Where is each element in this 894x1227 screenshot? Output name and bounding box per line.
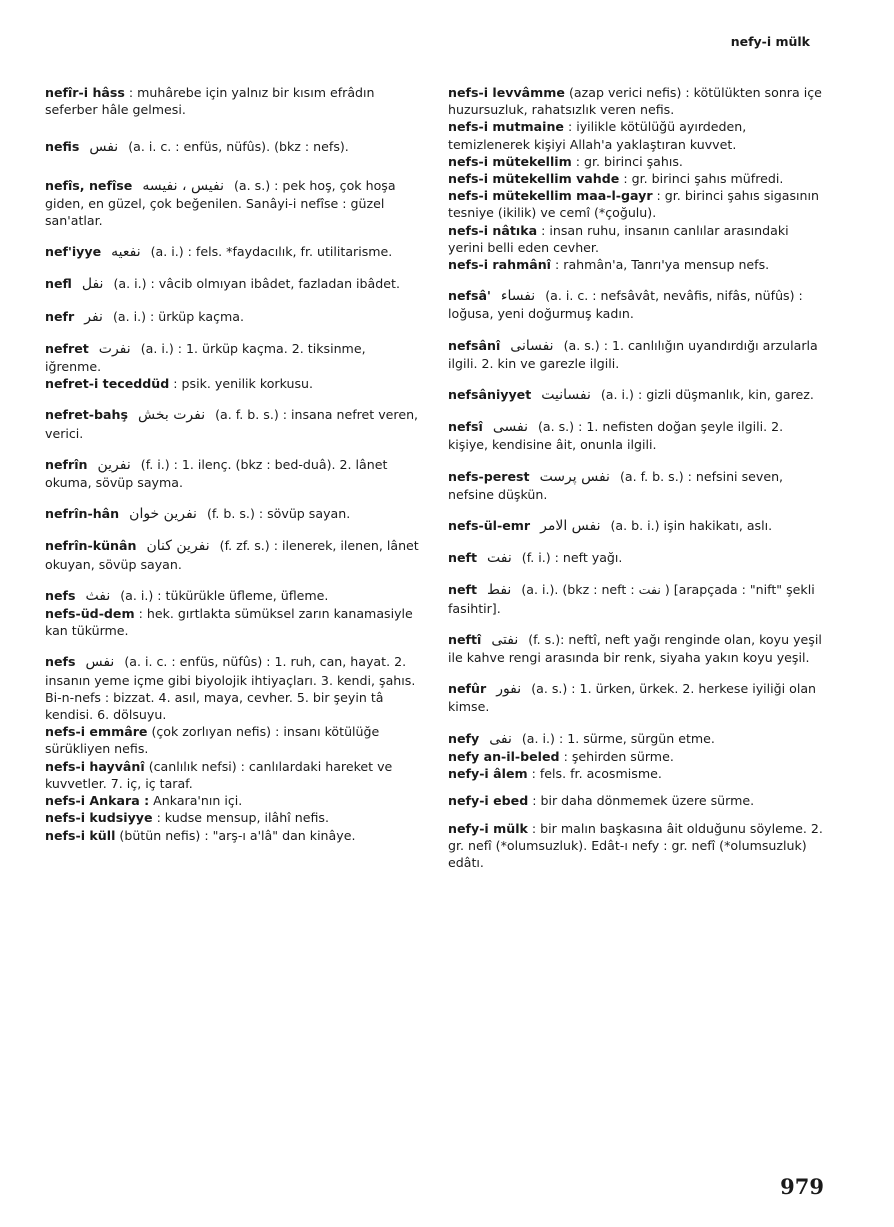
entry-arabic-script: نفرين خوان <box>129 506 197 523</box>
entry-headword: nefr <box>45 308 75 324</box>
entry-definition: (a. b. i.) işin hakikatı, aslı. <box>610 518 773 534</box>
entry-definition: (a. f. b. s.) : insana nefret veren, verici. <box>45 407 419 441</box>
entry-definition: (a. i.) : 1. ürküp kaçma. 2. tiksinme, iğrenme. <box>45 340 366 375</box>
entry-headword: nefy an-il-beled <box>448 748 560 764</box>
entry-arabic-script: نفس <box>85 654 115 671</box>
dictionary-entry <box>45 138 423 156</box>
entry-headword: nefrîn <box>45 456 88 472</box>
entry-headword: nefs-i mutmaine <box>448 119 564 135</box>
dictionary-entry <box>45 456 423 491</box>
left-column <box>45 84 423 844</box>
dictionary-entry <box>45 308 423 326</box>
entry-headword: nefsânî <box>448 337 501 353</box>
entry-arabic-script: نفت <box>487 550 512 567</box>
dictionary-entry <box>45 243 423 261</box>
entry-arabic-script: نفس الامر <box>540 518 601 535</box>
entry-headword: nefs <box>45 654 76 670</box>
entry-definition: (a. i.) : vâcib olmıyan ibâdet, fazladan ibâdet. <box>113 276 400 292</box>
entry-arabic-script: نفسى <box>492 419 528 436</box>
entry-definition: (a. i.) : fels. *faydacılık, fr. utilitarisme. <box>150 244 393 260</box>
entry-definition: (azap verici nefis) : kötülükten sonra içe huzursuzluk, rahatsızlık veren nefis. <box>448 85 822 118</box>
dictionary-entry <box>448 631 826 666</box>
entry-definition: : bir malın başkasına âit olduğunu söyleme. 2. gr. nefî (*olumsuzluk). Edât-ı nefy : gr. nefî (*olumsuzluk) edâtı. <box>448 820 823 870</box>
entry-arabic-script: نفر <box>84 308 103 325</box>
entry-definition: : iyilikle kötülüğü ayırdeden, temizlenerek kişiyi Allah'a yaklaştıran kuvvet. <box>448 119 747 152</box>
entry-arabic-script: نفط <box>487 582 512 599</box>
page-number: 979 <box>780 1174 824 1199</box>
dictionary-entry <box>448 418 826 453</box>
entry-definition: (a. i.). (bkz : neft : نفت ) [arapçada : "nift" şekli fasihtir]. <box>448 582 815 616</box>
entry-headword: nefret-bahş <box>45 407 128 423</box>
dictionary-entry <box>448 337 826 372</box>
entry-headword: nefs-i nâtıka <box>448 222 538 238</box>
entry-headword: nefs <box>45 587 76 603</box>
entry-definition: : hek. gırtlakta sümüksel zarın kanamasiyle kan tükürme. <box>45 606 413 639</box>
entry-arabic-script: نفس پرست <box>539 468 610 485</box>
dictionary-entry <box>45 605 423 639</box>
entry-headword: neft <box>448 582 478 598</box>
entry-arabic-script: نفسانيت <box>541 387 591 404</box>
dictionary-entry <box>448 581 826 616</box>
entry-headword: nefûr <box>448 681 487 697</box>
entry-arabic-script: نفيس ، نفيسه <box>142 177 224 194</box>
dictionary-entry <box>45 375 423 392</box>
entry-arabic-script: نفسانى <box>510 337 554 354</box>
entry-headword: nefs-i Ankara : <box>45 793 150 809</box>
entry-headword: nefs-i küll <box>45 827 116 843</box>
entry-definition: (a. i.) : 1. sürme, sürgün etme. <box>521 730 715 746</box>
dictionary-entry <box>45 792 423 809</box>
entry-headword: nefs-i mütekellim vahde <box>448 171 620 187</box>
entry-headword: nefs-perest <box>448 468 530 484</box>
entry-definition: (a. s.) : 1. nefisten doğan şeyle ilgili. 2. kişiye, kendisine âit, onunla ilgili. <box>448 419 784 453</box>
dictionary-entry <box>45 809 423 826</box>
entry-definition: (a. i. c. : enfüs, nüfûs). (bkz : nefs). <box>128 139 349 155</box>
entry-definition: (a. i. c. : nefsâvât, nevâfis, nifâs, nüfûs) : loğusa, yeni doğurmuş kadın. <box>448 288 803 322</box>
entry-definition: (f. i.) : neft yağı. <box>521 550 623 566</box>
dictionary-entry <box>45 758 423 792</box>
entry-arabic-script: نفعيه <box>111 244 141 261</box>
dictionary-entry <box>448 222 826 256</box>
entry-definition: : bir daha dönmemek üzere sürme. <box>532 793 755 809</box>
entry-definition: (a. i. c. : enfüs, nüfûs) : 1. ruh, can, hayat. 2. insanın yeme içme gibi biyolojik ihtiyaçları. 3. kendi, şahıs. Bi-n-nefs : bizzat. 4. asıl, maya, cevher. 5. bir şeyin tâ kendisi. 6. dölsuyu. <box>45 654 416 723</box>
entry-definition: (a. i.) : tükürükle üfleme, üfleme. <box>120 587 329 603</box>
entry-headword: nefîs, nefîse <box>45 177 133 193</box>
entry-definition: : insan ruhu, insanın canlılar arasındaki yerini belli eden cevher. <box>448 222 789 255</box>
dictionary-entry <box>448 792 826 809</box>
dictionary-entry <box>448 680 826 715</box>
entry-arabic-script: نفرين كنان <box>146 538 210 555</box>
entry-headword: nefs-üd-dem <box>45 606 135 622</box>
entry-definition: (a. s.) : 1. ürken, ürkek. 2. herkese iyiliği olan kimse. <box>448 681 817 715</box>
entry-arabic-script: نفرت <box>98 340 131 357</box>
entry-arabic-script: نفتى <box>491 631 519 648</box>
entry-definition: : fels. fr. acosmisme. <box>531 766 662 782</box>
entry-headword: nefsâ' <box>448 288 491 304</box>
entry-definition: (a. f. b. s.) : nefsini seven, nefsine düşkün. <box>448 468 784 502</box>
entry-definition: (canlılık nefsi) : canlılardaki hareket ve kuvvetler. 7. iç, iç taraf. <box>45 758 393 791</box>
entry-headword: nefsî <box>448 419 483 435</box>
entry-arabic-script: نفث <box>85 587 111 604</box>
dictionary-entry <box>45 505 423 523</box>
entry-headword: nefs-i levvâmme <box>448 85 565 100</box>
entry-definition: : gr. birinci şahıs sigasının tesniye (ikilik) ve cemî (*çoğulu). <box>448 188 820 221</box>
entry-arabic-script: نفى <box>489 730 512 747</box>
entry-arabic-script: نفور <box>496 681 522 698</box>
dictionary-entry <box>448 187 826 221</box>
entry-headword: nefret <box>45 340 89 356</box>
dictionary-entry <box>448 820 826 872</box>
dictionary-entry <box>45 653 423 723</box>
entry-headword: nefy-i mülk <box>448 820 528 836</box>
entry-headword: nefsâniyyet <box>448 387 532 403</box>
entry-headword: nefis <box>45 139 80 155</box>
entry-definition: (a. i.) : gizli düşmanlık, kin, garez. <box>600 387 814 403</box>
entry-definition: : kudse mensup, ilâhî nefis. <box>156 810 329 826</box>
dictionary-entry <box>448 386 826 404</box>
entry-definition: : muhârebe için yalnız bir kısım efrâdın seferber hâle gelmesi. <box>45 85 375 118</box>
entry-definition: (bütün nefis) : "arş-ı a'lâ" dan kinâye. <box>119 827 356 843</box>
entry-definition: : rahmân'a, Tanrı'ya mensup nefs. <box>555 257 770 273</box>
dictionary-entry <box>448 84 826 118</box>
entry-headword: nefs-i mütekellim <box>448 153 572 169</box>
entry-arabic-script: نفس <box>89 139 119 156</box>
entry-definition: (a. s.) : 1. canlılığın uyandırdığı arzularla ilgili. 2. kin ve garezle ilgili. <box>448 337 818 371</box>
entry-headword: nefs-i kudsiyye <box>45 810 153 826</box>
dictionary-entry <box>45 340 423 375</box>
right-column <box>448 84 826 871</box>
entry-headword: neftî <box>448 631 482 647</box>
entry-definition: (çok zorlıyan nefis) : insanı kötülüğe sürükliyen nefis. <box>45 724 380 757</box>
entry-headword: nefrîn-hân <box>45 506 120 522</box>
dictionary-entry <box>45 275 423 293</box>
entry-definition: (a. s.) : pek hoş, çok hoşa giden, en güzel, çok beğenilen. Sanâyi-i nefîse : güzel san'atlar. <box>45 177 396 229</box>
entry-definition: (f. b. s.) : sövüp sayan. <box>206 506 351 522</box>
dictionary-entry <box>448 118 826 152</box>
dictionary-entry <box>45 84 423 118</box>
dictionary-entry <box>448 730 826 748</box>
dictionary-entry <box>448 153 826 170</box>
dictionary-entry <box>45 827 423 844</box>
entry-headword: nef'iyye <box>45 244 102 260</box>
entry-headword: nefy-i ebed <box>448 793 529 809</box>
entry-definition: : gr. birinci şahıs müfredi. <box>623 171 784 187</box>
entry-definition: : şehirden sürme. <box>563 748 674 764</box>
entry-headword: nefy <box>448 730 480 746</box>
entry-headword: nefrîn-künân <box>45 538 137 554</box>
entry-headword: nefs-i emmâre <box>45 724 148 740</box>
entry-headword: nefy-i âlem <box>448 766 528 782</box>
dictionary-entry <box>448 468 826 503</box>
dictionary-entry <box>45 537 423 572</box>
entry-definition: : gr. birinci şahıs. <box>575 153 683 169</box>
entry-headword: nefl <box>45 276 72 292</box>
dictionary-entry <box>448 765 826 782</box>
dictionary-entry <box>45 177 423 230</box>
entry-arabic-script: نفل <box>81 276 104 293</box>
entry-headword: nefîr-i hâss <box>45 85 125 100</box>
running-head: nefy-i mülk <box>730 34 810 49</box>
entry-definition: Ankara'nın içi. <box>153 793 243 809</box>
dictionary-entry <box>45 723 423 757</box>
dictionary-entry <box>448 748 826 765</box>
entry-definition: (f. s.): neftî, neft yağı renginde olan, koyu yeşil ile kahve rengi arasında bir renk, siyaha yakın koyu yeşil. <box>448 631 822 666</box>
entry-definition: (f. i.) : 1. ilenç. (bkz : bed-duâ). 2. lânet okuma, sövüp sayma. <box>45 456 388 491</box>
dictionary-entry <box>448 170 826 187</box>
entry-headword: nefs-ül-emr <box>448 518 531 534</box>
entry-headword: nefs-i rahmânî <box>448 257 551 273</box>
dictionary-entry <box>448 256 826 273</box>
entry-definition: (a. i.) : ürküp kaçma. <box>112 308 244 324</box>
dictionary-entry <box>45 406 423 441</box>
entry-arabic-script: نفرت بخش <box>137 407 206 424</box>
entry-headword: nefs-i mütekellim maa-l-gayr <box>448 188 653 204</box>
dictionary-entry <box>45 587 423 605</box>
entry-arabic-script: نفرين <box>97 456 131 473</box>
dictionary-entry <box>448 549 826 567</box>
entry-headword: nefret-i teceddüd <box>45 376 170 392</box>
entry-arabic-script: نفساء <box>500 288 536 305</box>
entry-definition: : psik. yenilik korkusu. <box>173 376 314 392</box>
dictionary-entry <box>448 287 826 322</box>
entry-definition: (f. zf. s.) : ilenerek, ilenen, lânet okuyan, sövüp sayan. <box>45 538 419 572</box>
entry-headword: nefs-i hayvânî <box>45 758 145 774</box>
dictionary-entry <box>448 517 826 535</box>
entry-headword: neft <box>448 550 478 566</box>
